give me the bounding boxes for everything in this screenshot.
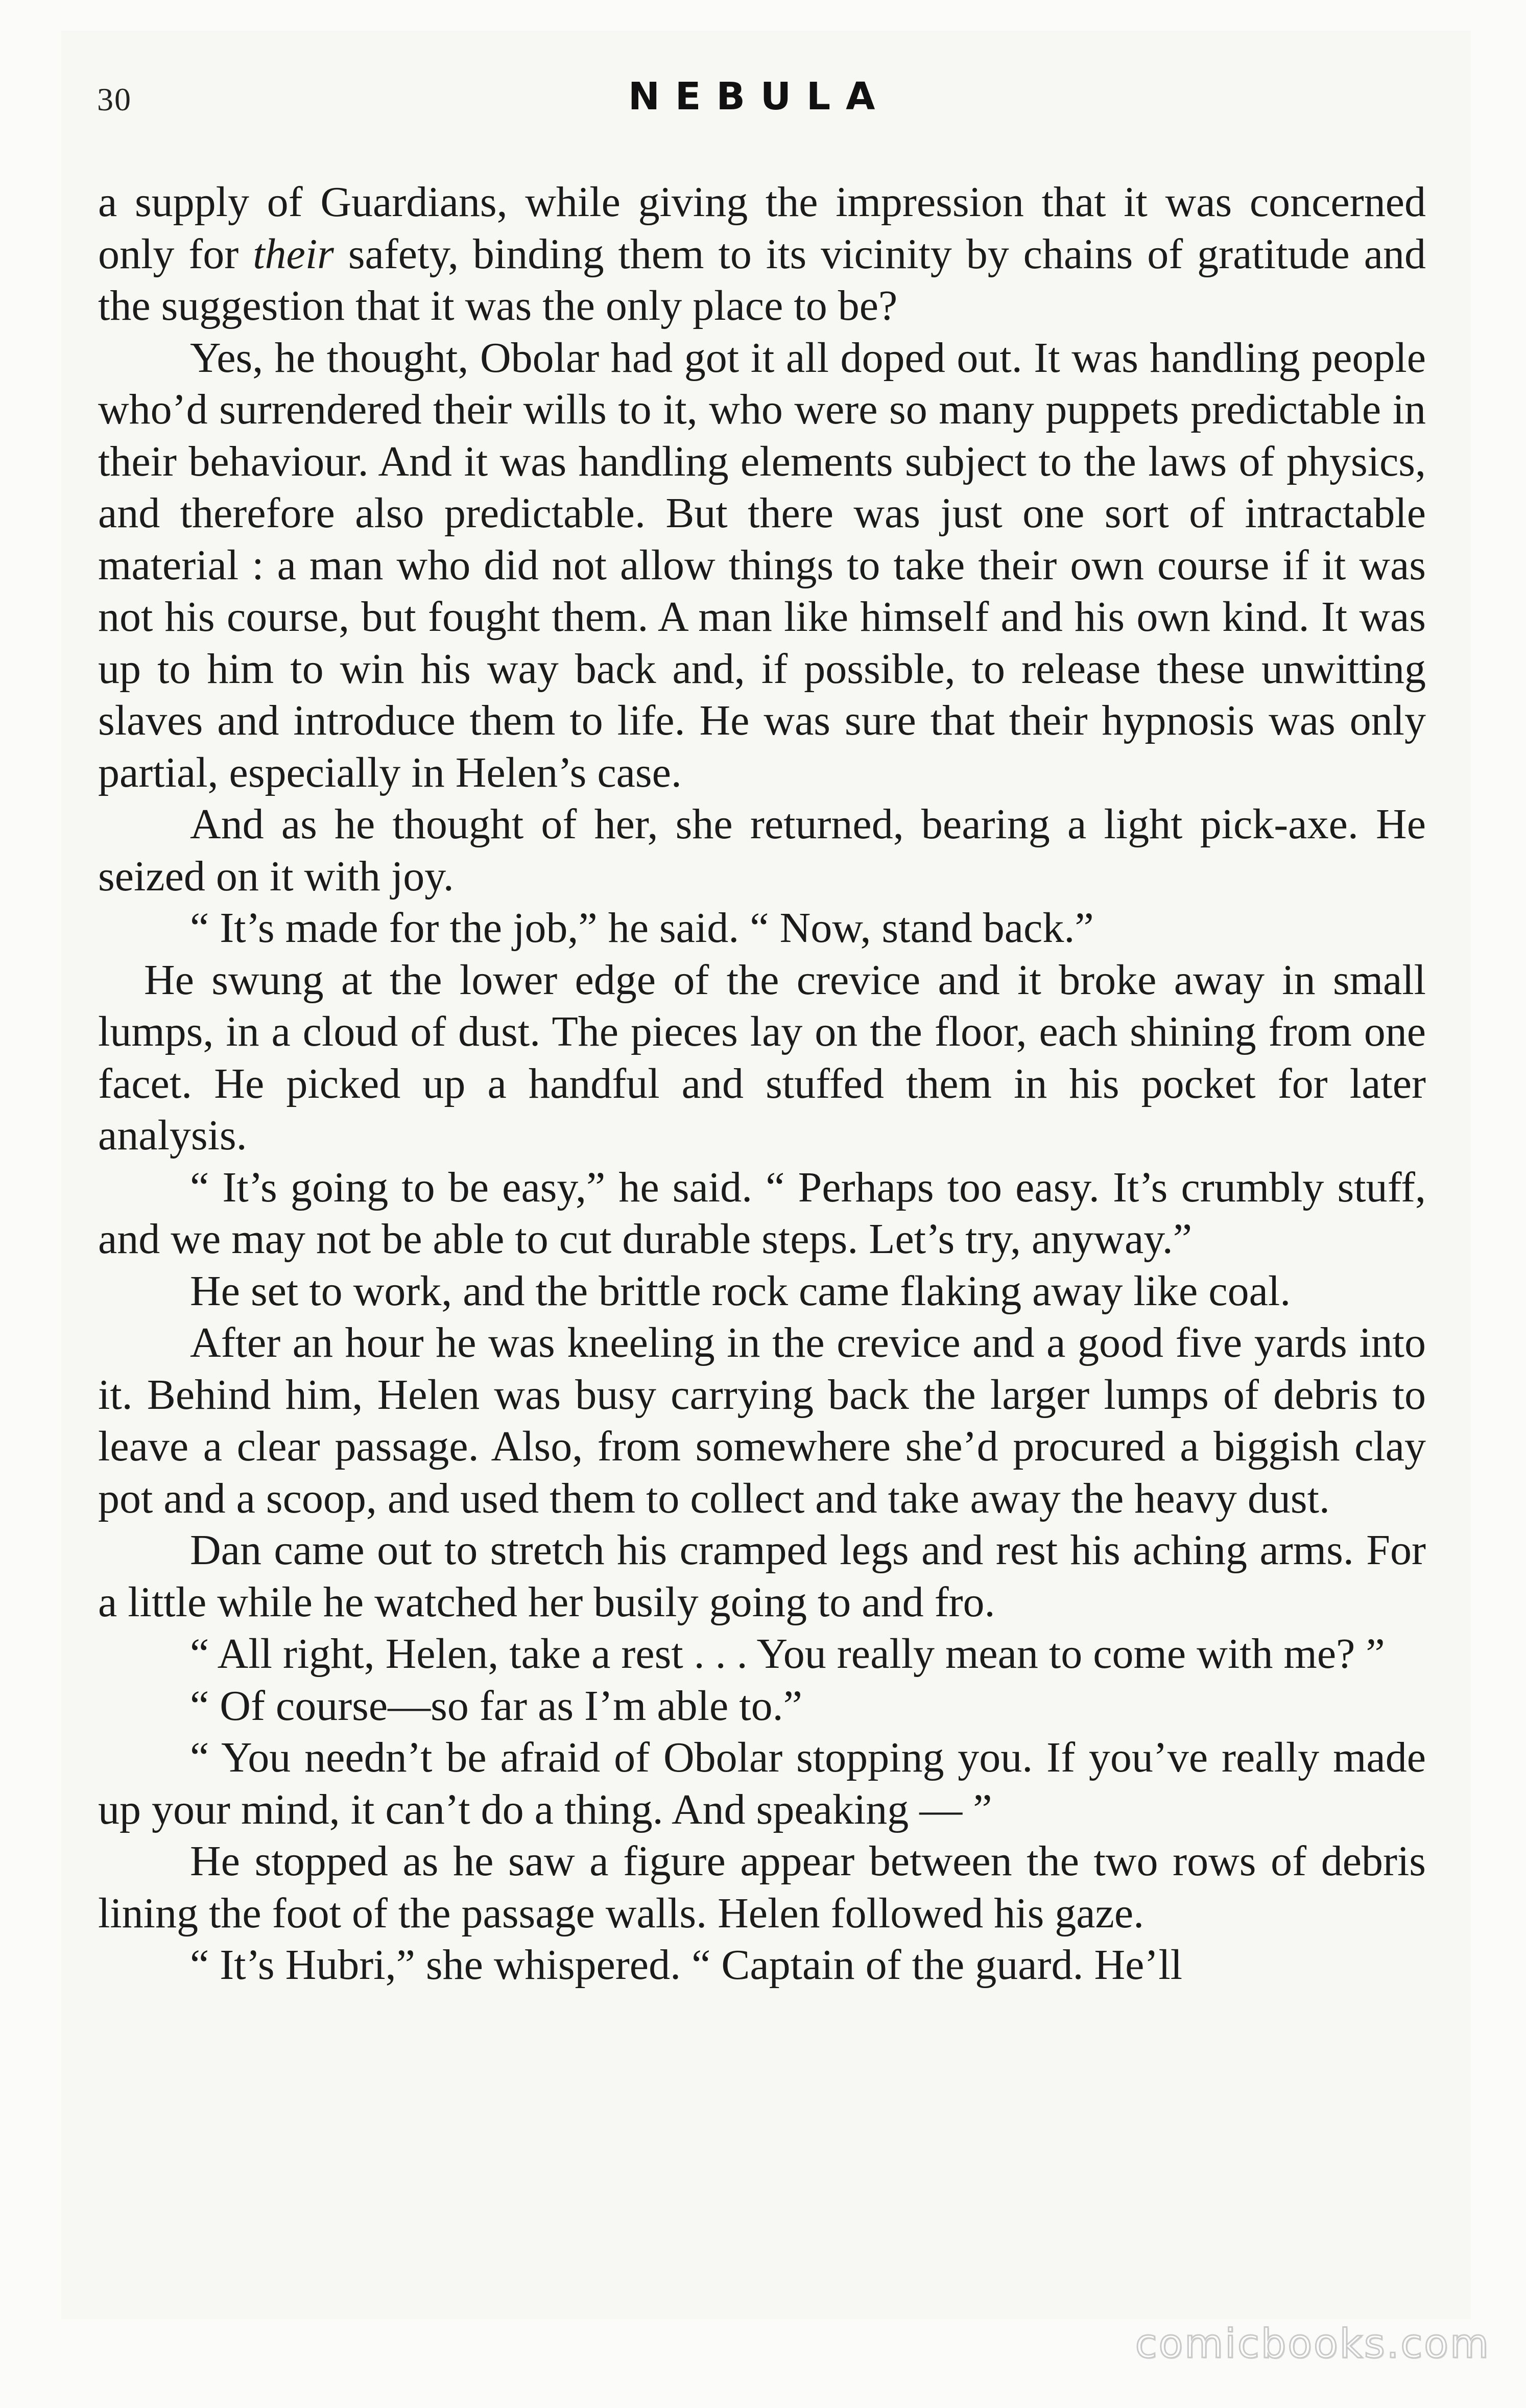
paragraph-8: After an hour he was kneeling in the crevice and a good five yards into it. Behind him, Helen was busy carrying back the larger lumps of debris to leave a clear passage. Also, from somewhere she’d procured a biggish clay pot and a scoop, and used them to collect and take away the heavy dust. — [98, 1319, 1426, 1522]
body-text — [98, 176, 1426, 1991]
paragraph-1-end: safety, binding them to its vicinity by chains of gratitude and the suggestion that it was the only place to be? — [98, 230, 1426, 329]
paragraph-1-start: a supply of Guardians, while giving the impression that it was concerned only for — [98, 178, 1426, 278]
paragraph-2: Yes, he thought, Obolar had got it all doped out. It was handling people who’d surrendered their wills to it, who were so many puppets predictable in their behaviour. And it was handling elements subject to the laws of physics, and therefore also predictable. But there was just one sort of intractable material : a man who did not allow things to take their own course if it was not his course, but fought them. A man like himself and his own kind. It was up to him to win his way back and, if possible, to release these unwitting slaves and introduce them to life. He was sure that their hypnosis was only partial, especially in Helen’s case. — [98, 334, 1426, 796]
paragraph-12: “ You needn’t be afraid of Obolar stopping you. If you’ve really made up your mind, it can’t do a thing. And speaking — ” — [98, 1734, 1426, 1833]
paragraph-6: “ It’s going to be easy,” he said. “ Perhaps too easy. It’s crumbly stuff, and we may not be able to cut durable steps. Let’s try, anyway.” — [98, 1163, 1426, 1263]
paragraph-7: He set to work, and the brittle rock came flaking away like coal. — [190, 1267, 1291, 1315]
emphasis-their: their — [253, 230, 334, 278]
paragraph-4: “ It’s made for the job,” he said. “ Now, stand back.” — [190, 904, 1094, 952]
paragraph-11: “ Of course—so far as I’m able to.” — [190, 1682, 802, 1730]
page-header — [97, 72, 1425, 128]
paragraph-3: And as he thought of her, she returned, bearing a light pick-axe. He seized on it with joy. — [98, 800, 1426, 900]
running-head: NEBULA — [628, 75, 891, 119]
paragraph-10: “ All right, Helen, take a rest . . . You really mean to come with me? ” — [190, 1630, 1385, 1678]
paragraph-13: He stopped as he saw a figure appear between the two rows of debris lining the foot of the passage walls. Helen followed his gaze. — [98, 1837, 1426, 1937]
page-number: 30 — [97, 81, 132, 117]
paragraph-5: He swung at the lower edge of the crevice and it broke away in small lumps, in a cloud of dust. The pieces lay on the floor, each shining from one facet. He picked up a handful and stuffed them in his pocket for later analysis. — [98, 956, 1426, 1159]
paragraph-1 — [98, 176, 1426, 332]
watermark: comicbooks.com — [1135, 2321, 1490, 2367]
paragraph-14: “ It’s Hubri,” she whispered. “ Captain of the guard. He’ll — [190, 1941, 1183, 1989]
paragraph-9: Dan came out to stretch his cramped legs and rest his aching arms. For a little while he watched her busily going to and fro. — [98, 1526, 1426, 1626]
